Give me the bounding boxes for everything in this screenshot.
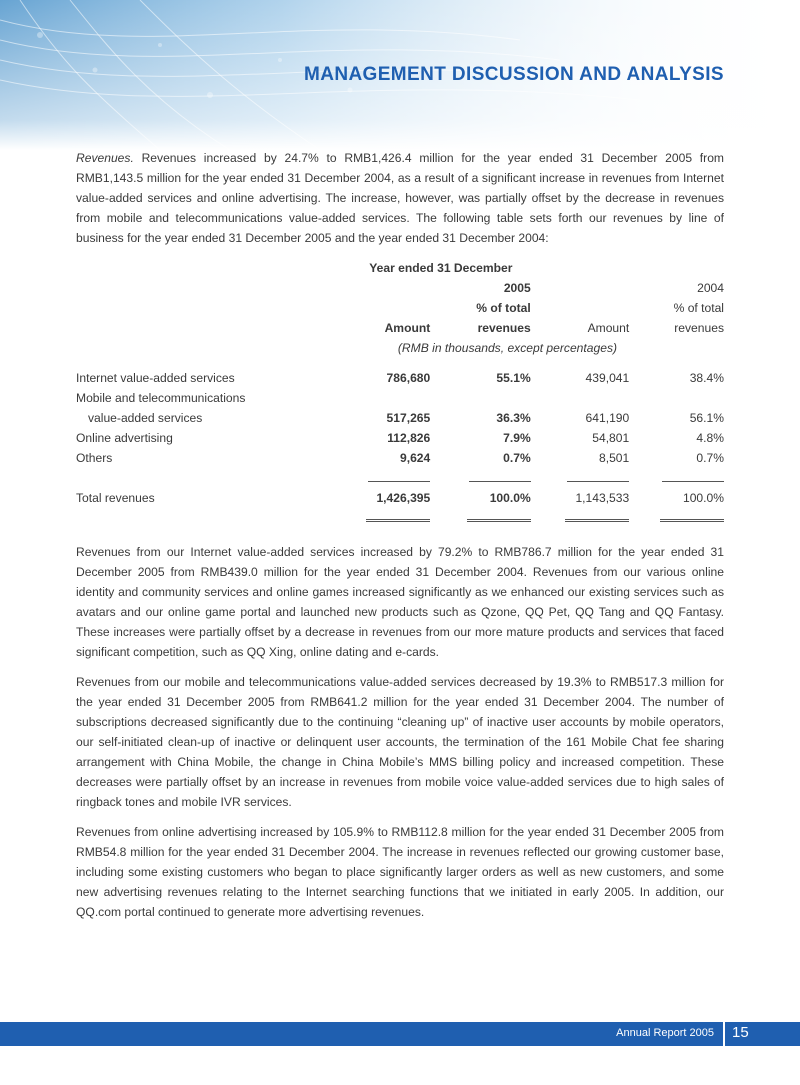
total-amount-2004: 1,143,533 [575, 491, 630, 505]
table-row [76, 368, 724, 388]
subtotal-rule-row [76, 468, 724, 488]
revenues-header-current: revenues [477, 321, 531, 335]
amount-2004: 641,190 [585, 411, 630, 425]
amount-2005: 517,265 [386, 411, 431, 425]
pct-2004: 56.1% [689, 411, 724, 425]
row-label-continued: value-added services [88, 411, 203, 425]
pct-2005: 7.9% [503, 431, 531, 445]
intro-paragraph [76, 148, 724, 248]
intro-text: Revenues increased by 24.7% to RMB1,426.4 million for the year ended 31 December 2005 from RMB1,143.5 million for the year ended 31 December 2004, as a result of a significant increase in revenues from Internet value-added services and online advertising. The increase, however, was partially offset by the decrease in revenues from mobile and telecommunications value-added services. The following table sets forth our revenues by line of business for the year ended 31 December 2005 and the year ended 31 December 2004: [76, 151, 724, 245]
total-row [76, 488, 724, 508]
row-label: Others [76, 451, 113, 465]
table-row [76, 428, 724, 448]
table-row [76, 388, 724, 408]
pct-2005: 36.3% [496, 411, 531, 425]
row-label: Mobile and telecommunications [76, 391, 246, 405]
year-current-header: 2005 [503, 281, 531, 295]
total-pct-2004: 100.0% [682, 491, 724, 505]
footer-divider [723, 1022, 725, 1046]
paragraph-internet-vas: Revenues from our Internet value-added services increased by 79.2% to RMB786.7 million for the year ended 31 December 2005 from RMB439.0 million for the year ended 31 December 2004. Revenues from our various online identity and community services and online games increased significantly as we enhanced our existing services such as avatars and our online game portal and launched new products such as Qzone, QQ Pet, QQ Tang and QQ Fantasy. These increases were partially offset by a decrease in revenues from our more mature products and services that faced significant competition, such as QQ Xing, online dating and e-cards. [76, 545, 724, 659]
table-header-row [76, 278, 724, 298]
table-row [76, 408, 724, 428]
revenues-header-prior: revenues [674, 321, 724, 335]
amount-2004: 54,801 [592, 431, 630, 445]
amount-header-prior: Amount [587, 321, 630, 335]
footer-report-label: Annual Report 2005 [616, 1027, 714, 1039]
amount-2004: 439,041 [585, 371, 630, 385]
amount-2005: 112,826 [387, 431, 431, 445]
row-label: Online advertising [76, 431, 173, 445]
page-title: MANAGEMENT DISCUSSION AND ANALYSIS [303, 64, 724, 85]
amount-header-current: Amount [384, 321, 431, 335]
table-row [76, 448, 724, 468]
table-header-row [76, 318, 724, 338]
page-number: 15 [732, 1024, 749, 1041]
pct-2004: 4.8% [696, 431, 724, 445]
units-note: (RMB in thousands, except percentages) [397, 341, 618, 355]
document-body [76, 148, 724, 932]
amount-2005: 9,624 [400, 451, 431, 465]
pct-header-prior: % of total [673, 301, 724, 315]
total-label: Total revenues [76, 491, 155, 505]
total-amount-2005: 1,426,395 [376, 491, 431, 505]
table-header-row [76, 298, 724, 318]
intro-lead-word: Revenues. [76, 151, 134, 165]
table-header-row [76, 258, 724, 278]
amount-2004: 8,501 [598, 451, 630, 465]
pct-2005: 0.7% [503, 451, 531, 465]
pct-2004: 0.7% [696, 451, 724, 465]
units-note-row [76, 338, 724, 358]
total-double-rule-row [76, 508, 724, 528]
year-prior-header: 2004 [697, 281, 724, 295]
amount-2005: 786,680 [386, 371, 431, 385]
pct-header-current: % of total [476, 301, 531, 315]
period-header: Year ended 31 December [369, 261, 513, 275]
pct-2005: 55.1% [496, 371, 531, 385]
pct-2004: 38.4% [689, 371, 724, 385]
revenue-table [76, 258, 724, 528]
paragraph-mobile-vas: Revenues from our mobile and telecommunications value-added services decreased by 19.3% to RMB517.3 million for the year ended 31 December 2005 from RMB641.2 million for the year ended 31 December 2004. The number of subscriptions decreased significantly due to the continuing “cleaning up” of inactive user accounts by mobile operators, our self-initiated clean-up of inactive or delinquent user accounts, the termination of the 161 Mobile Chat fee sharing arrangement with China Mobile, the change in China Mobile’s MMS billing policy and increased competition. These decreases were partially offset by an increase in revenues from mobile voice value-added services due to high sales of ringback tones and mobile IVR services. [76, 675, 724, 809]
row-label: Internet value-added services [76, 371, 235, 385]
paragraph-online-advertising: Revenues from online advertising increased by 105.9% to RMB112.8 million for the year ended 31 December 2005 from RMB54.8 million for the year ended 31 December 2004. The increase in revenues reflected our growing customer base, including some existing customers who began to place significantly larger orders as well as new customers, and some new advertising revenues relating to the Internet searching functions that we initiated in early 2005. In addition, our QQ.com portal continued to generate more advertising revenues. [76, 825, 724, 919]
total-pct-2005: 100.0% [489, 491, 531, 505]
